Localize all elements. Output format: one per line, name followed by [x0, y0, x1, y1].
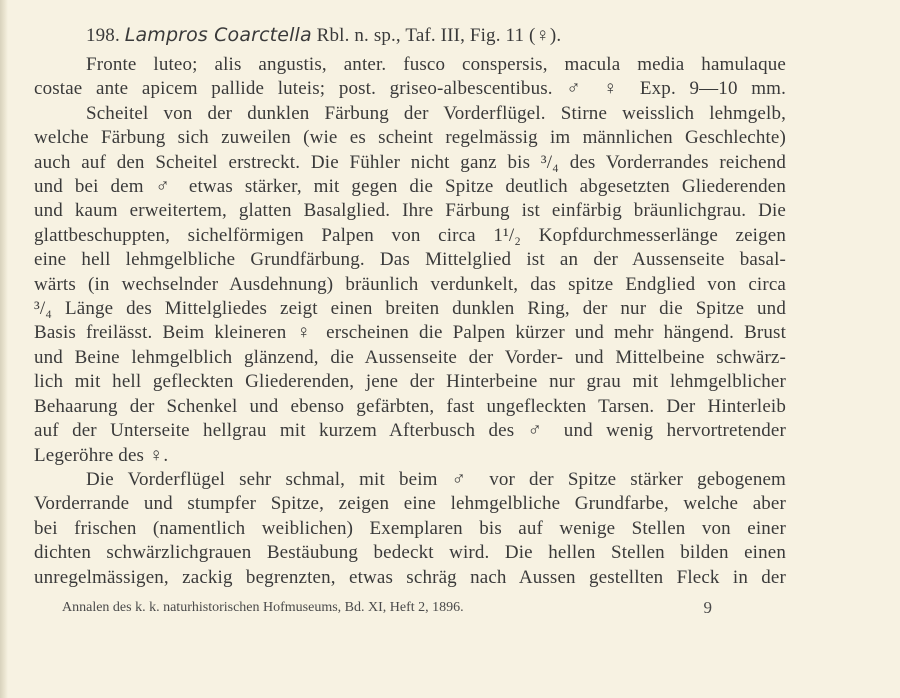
page-number: 9 [703, 598, 712, 617]
text-line: ³/₄ Länge des Mittelgliedes zeigt einen breiten dunklen Ring, der nur die Spitze und [34, 298, 786, 320]
text-line: bei frischen (namentlich weiblichen) Exemplaren bis auf wenige Stellen von einer [34, 517, 786, 539]
text-line: Behaarung der Schenkel und ebenso gefärbten, fast ungefleckten Tarsen. Der Hinterleib [34, 395, 786, 417]
species-number: 198. [86, 25, 120, 46]
text-line: welche Färbung sich zuweilen (wie es scheint regelmässig im männlichen Geschlechte) [34, 127, 786, 149]
text-line: unregelmässigen, zackig begrenzten, etwas schräg nach Aussen gestellten Fleck in der [34, 566, 786, 588]
page-gutter [0, 0, 8, 698]
species-heading [34, 22, 786, 49]
text-line: lich mit hell gefleckten Gliederenden, jene der Hinterbeine nur grau mit lehmgelblicher [34, 371, 786, 393]
journal-citation: Annalen des k. k. naturhistorischen Hofmuseums, Bd. XI, Heft 2, 1896. [62, 600, 464, 615]
text-line: wärts (in wechselnder Ausdehnung) bräunlich verdunkelt, das spitze Endglied von circa [34, 273, 786, 295]
text-line: und kaum erweitertem, glatten Basalglied. Ihre Färbung ist einfärbig bräunlichgrau. Die [34, 200, 786, 222]
text-line: dichten schwärzlichgrauen Bestäubung bedeckt wird. Die hellen Stellen bilden einen [34, 542, 786, 564]
species-reference: Rbl. n. sp., Taf. III, Fig. 11 (♀). [311, 25, 562, 46]
text-line: Basis freilässt. Beim kleineren ♀ erscheinen die Palpen kürzer und mehr hängend. Brust [34, 322, 786, 344]
text-line: Scheitel von der dunklen Färbung der Vorderflügel. Stirne weisslich lehmgelb, [86, 102, 786, 124]
text-line: Legeröhre des ♀. [34, 444, 169, 466]
text-line: costae ante apicem pallide luteis; post. griseo-albescentibus. ♂ ♀ Exp. 9—10 mm. [34, 78, 786, 100]
text-line: glattbeschuppten, sichelförmigen Palpen von circa 1¹/₂ Kopfdurchmesserlänge zeigen [34, 224, 786, 246]
text-line: auf der Unterseite hellgrau mit kurzem Afterbusch des ♂ und wenig hervortretender [34, 420, 786, 442]
page-footer [62, 598, 712, 618]
species-name: Lampros Coarctella [124, 24, 312, 46]
text-line: Die Vorderflügel sehr schmal, mit beim ♂ vor der Spitze stärker gebogenem [86, 468, 786, 490]
text-line: Fronte luteo; alis angustis, anter. fusco conspersis, macula media hamulaque [86, 54, 786, 75]
document-page [34, 22, 786, 590]
text-line: Vorderrande und stumpfer Spitze, zeigen eine lehmgelbliche Grundfarbe, welche aber [34, 493, 786, 515]
text-line: auch auf den Scheitel erstreckt. Die Fühler nicht ganz bis ³/₄ des Vorderrandes reichend [34, 151, 786, 173]
text-line: eine hell lehmgelbliche Grundfärbung. Das Mittelglied ist an der Aussenseite basal- [34, 249, 786, 271]
text-line: und Beine lehmgelblich glänzend, die Aussenseite der Vorder- und Mittelbeine schwärz- [34, 346, 786, 368]
text-line: und bei dem ♂ etwas stärker, mit gegen die Spitze deutlich abgesetzten Gliederenden [34, 176, 786, 198]
